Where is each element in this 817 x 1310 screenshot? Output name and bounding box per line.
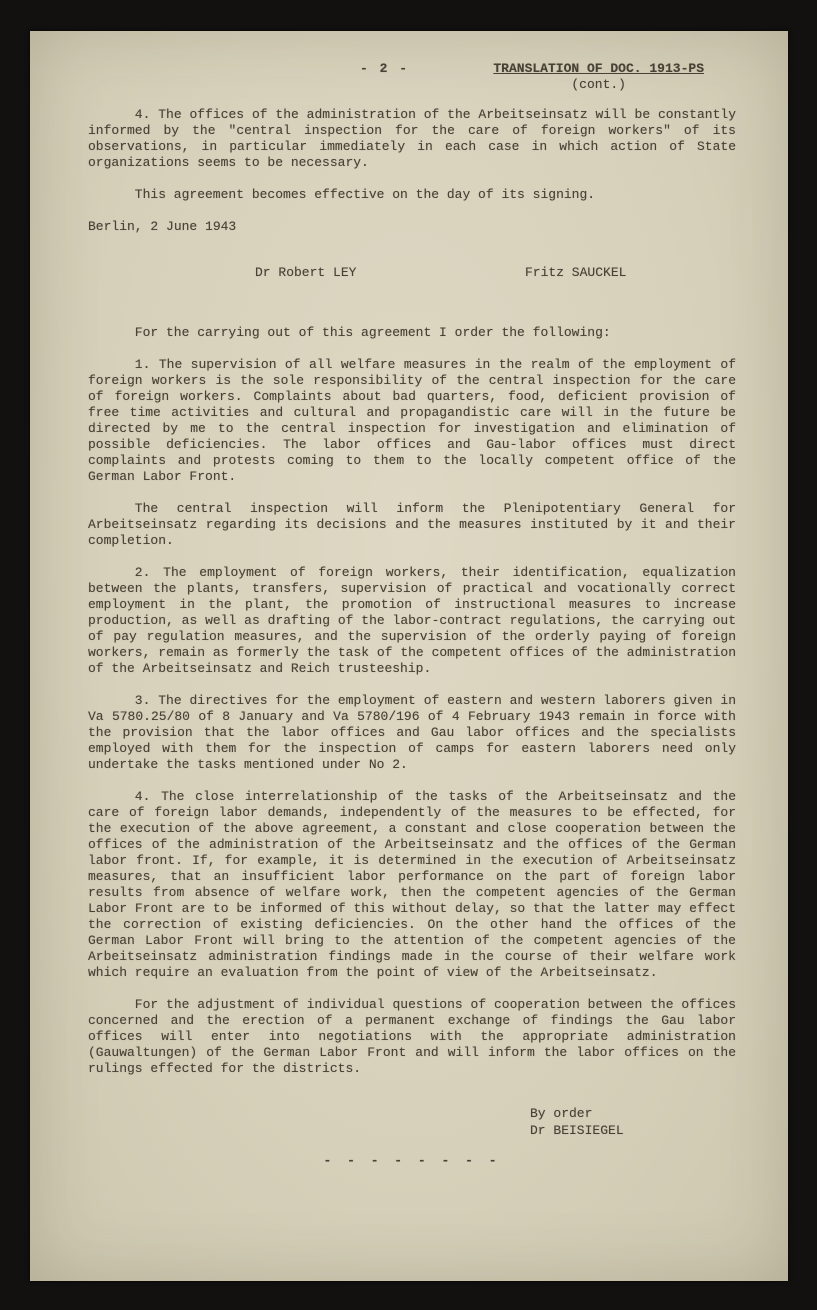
document-page	[30, 31, 788, 1281]
paragraph-adjustment: For the adjustment of individual questions of cooperation between the offices concerned and the erection of a permanent exchange of findings the Gau labor offices will enter into negotiations with the appropriate administration (Gauwaltungen) of the German Labor Front and will inform the labor offices on the rulings effected for the districts.	[88, 997, 736, 1076]
paragraph-order-point-3: 3. The directives for the employment of eastern and western laborers given in Va 5780.25/80 of 8 January and Va 5780/196 of 4 February 1943 remain in force with the provision that the labor offices and Gau labor offices and the specialists employed with them for the inspection of camps for eastern laborers need only undertake the tasks mentioned under No 2.	[88, 693, 736, 772]
signature-sauckel: Fritz SAUCKEL	[525, 265, 627, 280]
signature-ley: Dr Robert LEY	[255, 265, 357, 280]
signer-name: Dr BEISIEGEL	[530, 1123, 624, 1138]
paragraph-order-point-4: 4. The close interrelationship of the tasks of the Arbeitseinsatz and the care of foreign labor demands, independently of the measures to be effected, for the execution of the above agreement, a constant and close cooperation between the offices of the administration of the Arbeitseinsatz and the offices of the German labor front. If, for example, it is determined in the execution of Arbeitseinsatz measures, that an insufficient labor performance on the part of foreign labor results from absence of welfare work, then the competent agencies of the German Labor Front are to be informed of this without delay, so that the latter may effect the correction of existing deficiencies. On the other hand the offices of the German Labor Front will bring to the attention of the competent agencies of the Arbeitseinsatz administration findings made in the course of their welfare work which require an evaluation from the point of view of the Arbeitseinsatz.	[88, 789, 736, 980]
page-number: - 2 -	[360, 61, 410, 76]
dashed-separator: - - - - - - - -	[323, 1153, 501, 1168]
page-header	[88, 61, 736, 97]
by-order-label: By order	[530, 1106, 593, 1121]
by-order-block	[530, 1105, 736, 1139]
paragraph-order-point-2: 2. The employment of foreign workers, their identification, equalization between the plants, transfers, supervision of practical and vocationally correct employment in the plant, the promotion of instructional measures to increase production, as well as drafting of the labor-contract regulations, the carrying out of pay regulation measures, and the supervision of the orderly paying of foreign workers, remain as formerly the task of the competent offices of the administration of the Arbeitseinsatz and Reich trusteeship.	[88, 565, 736, 676]
document-title: TRANSLATION OF DOC. 1913-PS	[493, 61, 704, 76]
paragraph-order-intro: For the carrying out of this agreement I order the following:	[134, 325, 611, 340]
signature-row	[88, 265, 736, 281]
paragraph-order-point-1: 1. The supervision of all welfare measures in the realm of the employment of foreign workers is the sole responsibility of the central inspection for the care of foreign workers. Complaints about bad quarters, food, deficient provision of free time activities and cultural and propagandistic care will in the future be directed by me to the central inspection for investigation and elimination of possible deficiencies. The labor offices and Gau-labor offices must direct complaints and protests coming to them to the locally competent office of the German Labor Front.	[88, 357, 736, 484]
paragraph-agreement-point-4: 4. The offices of the administration of the Arbeitseinsatz will be constantly informed by the "central inspection for the care of foreign workers" of its observations, in particular immediately in each case in which action of State organizations seems to be necessary.	[88, 107, 736, 170]
paragraph-effective-date: This agreement becomes effective on the day of its signing.	[134, 187, 596, 202]
document-title-block	[493, 61, 704, 93]
paragraph-central-inspection: The central inspection will inform the Plenipotentiary General for Arbeitseinsatz regarding its decisions and the measures instituted by it and their completion.	[88, 501, 736, 548]
document-title-continued: (cont.)	[571, 77, 626, 92]
date-line: Berlin, 2 June 1943	[88, 219, 237, 234]
